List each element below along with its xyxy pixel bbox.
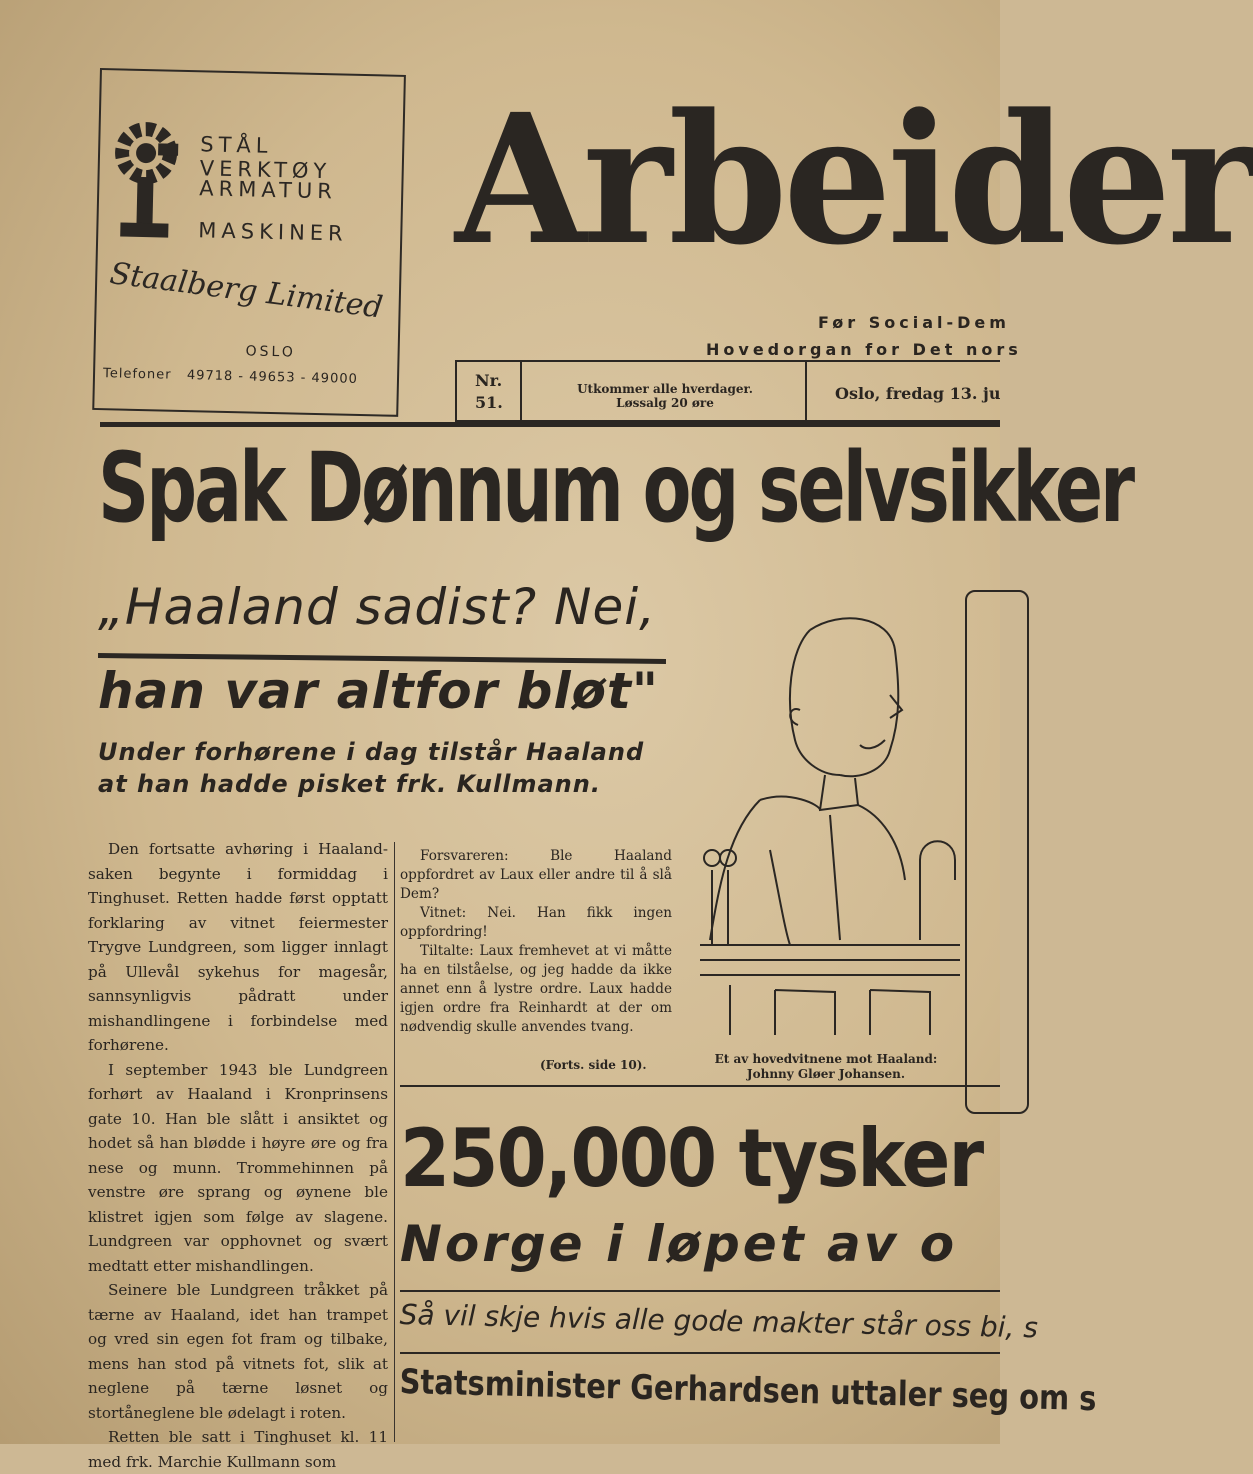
publish-note: [540, 382, 790, 410]
subheadline: Under forhørene i dag tilstår Haaland at han hadde pisket frk. Kullmann.: [98, 738, 645, 798]
issue-date: Oslo, fredag 13. ju: [835, 384, 1001, 403]
article-column-2: [400, 847, 672, 1037]
masthead-title: Arbeider: [455, 75, 1253, 285]
ad-phone-label: Telefoner: [102, 366, 172, 383]
illustration-caption: [690, 1052, 962, 1082]
ad-line-2: ARMATUR: [199, 176, 338, 204]
article-column-1: [88, 837, 388, 1474]
column-divider: [394, 842, 395, 1442]
header-divider: [455, 362, 457, 420]
ad-phone-numbers: 49718 - 49653 - 49000: [186, 368, 359, 387]
quote-headline: „Haaland sadist? Nei,: [98, 578, 656, 636]
sidebar-box: [965, 590, 1029, 1114]
gear-logo-icon: [112, 118, 185, 248]
issue-label: Nr.: [475, 371, 503, 390]
masthead-tagline-2: Hovedorgan for Det nors: [706, 340, 1022, 359]
second-tagline: Så vil skje hvis alle gode makter står oss bi, s: [399, 1298, 1039, 1345]
paragraph: I september 1943 ble Lundgreen forhørt av Haaland i Kronprinsens gate 10. Han ble slått i ansiktet og hodet så han blødde i høyre øre og fra nese og munn. Trommehinnen på venstre øre sprang og øynene ble klistret igjen som følge av slagene. Lundgreen var opphovnet og svært medtatt etter mishandlingen.: [88, 1060, 388, 1275]
publish-note-2: Løssalg 20 øre: [616, 396, 714, 410]
masthead-rule: [100, 422, 1000, 427]
second-headline: 250,000 tysker: [400, 1112, 983, 1205]
main-headline: Spak Dønnum og selvsikker: [98, 432, 1133, 544]
ad-signature: Staalberg Limited: [107, 256, 385, 326]
paragraph: Den fortsatte avhøring i Haaland-saken begynte i formiddag i Tinghuset. Retten hadde først opptatt forklaring av vitnet feiermester Trygve Lundgreen, som ligger innlagt på Ullevål sykehus for magesår, sannsynligvis pådratt under mishandlingene i forbindelse med forhørene.: [88, 840, 388, 1054]
ad-phones: [103, 366, 358, 387]
continued-note: (Forts. side 10).: [540, 1058, 647, 1072]
section-rule: [400, 1290, 1000, 1292]
header-divider: [805, 362, 807, 420]
quote-bold-headline: han var altfor bløt": [98, 662, 659, 720]
issue-value: 51.: [475, 393, 503, 412]
ad-line-3: MASKINER: [198, 218, 348, 246]
paragraph: Vitnet: Nei. Han fikk ingen oppfordring!: [400, 905, 672, 940]
second-subheadline: Norge i løpet av o: [400, 1215, 958, 1273]
masthead-tagline-1: Før Social-Dem: [818, 313, 1010, 332]
bottom-headline: Statsminister Gerhardsen uttaler seg om s: [399, 1362, 1097, 1420]
publish-note-1: Utkommer alle hverdager.: [577, 382, 753, 396]
issue-number: [475, 370, 503, 414]
section-rule: [400, 1085, 1000, 1087]
header-divider: [520, 362, 522, 420]
paragraph: Retten ble satt i Tinghuset kl. 11 med frk. Marchie Kullmann som: [88, 1428, 388, 1471]
caption-line-1: Et av hovedvitnene mot Haaland:: [714, 1052, 938, 1066]
section-rule: [400, 1352, 1000, 1354]
paragraph: Tiltalte: Laux fremhevet at vi måtte ha en tilståelse, og jeg hadde da ikke annet enn å lystre ordre. Laux hadde igjen ordre fra Reinhardt at der om nødvendig skulle anvendes tvang.: [400, 943, 672, 1035]
ad-line-1: STÅL VERKTØY: [199, 132, 332, 184]
header-rule-top: [455, 360, 1000, 362]
paragraph: Seinere ble Lundgreen tråkket på tærne av Haaland, idet han trampet og vred sin egen fot fram og tilbake, mens han stod på vitnets fot, slik at neglene på tærne løsnet og stortåneglene ble ødelagt i roten.: [88, 1281, 388, 1422]
paragraph: Forsvareren: Ble Haaland oppfordret av Laux eller andre til å slå Dem?: [400, 848, 672, 902]
caption-line-2: Johnny Gløer Johansen.: [746, 1067, 906, 1081]
ad-city: OSLO: [245, 343, 297, 361]
advertisement-box: [92, 68, 406, 417]
portrait-sketch: [690, 600, 970, 1050]
